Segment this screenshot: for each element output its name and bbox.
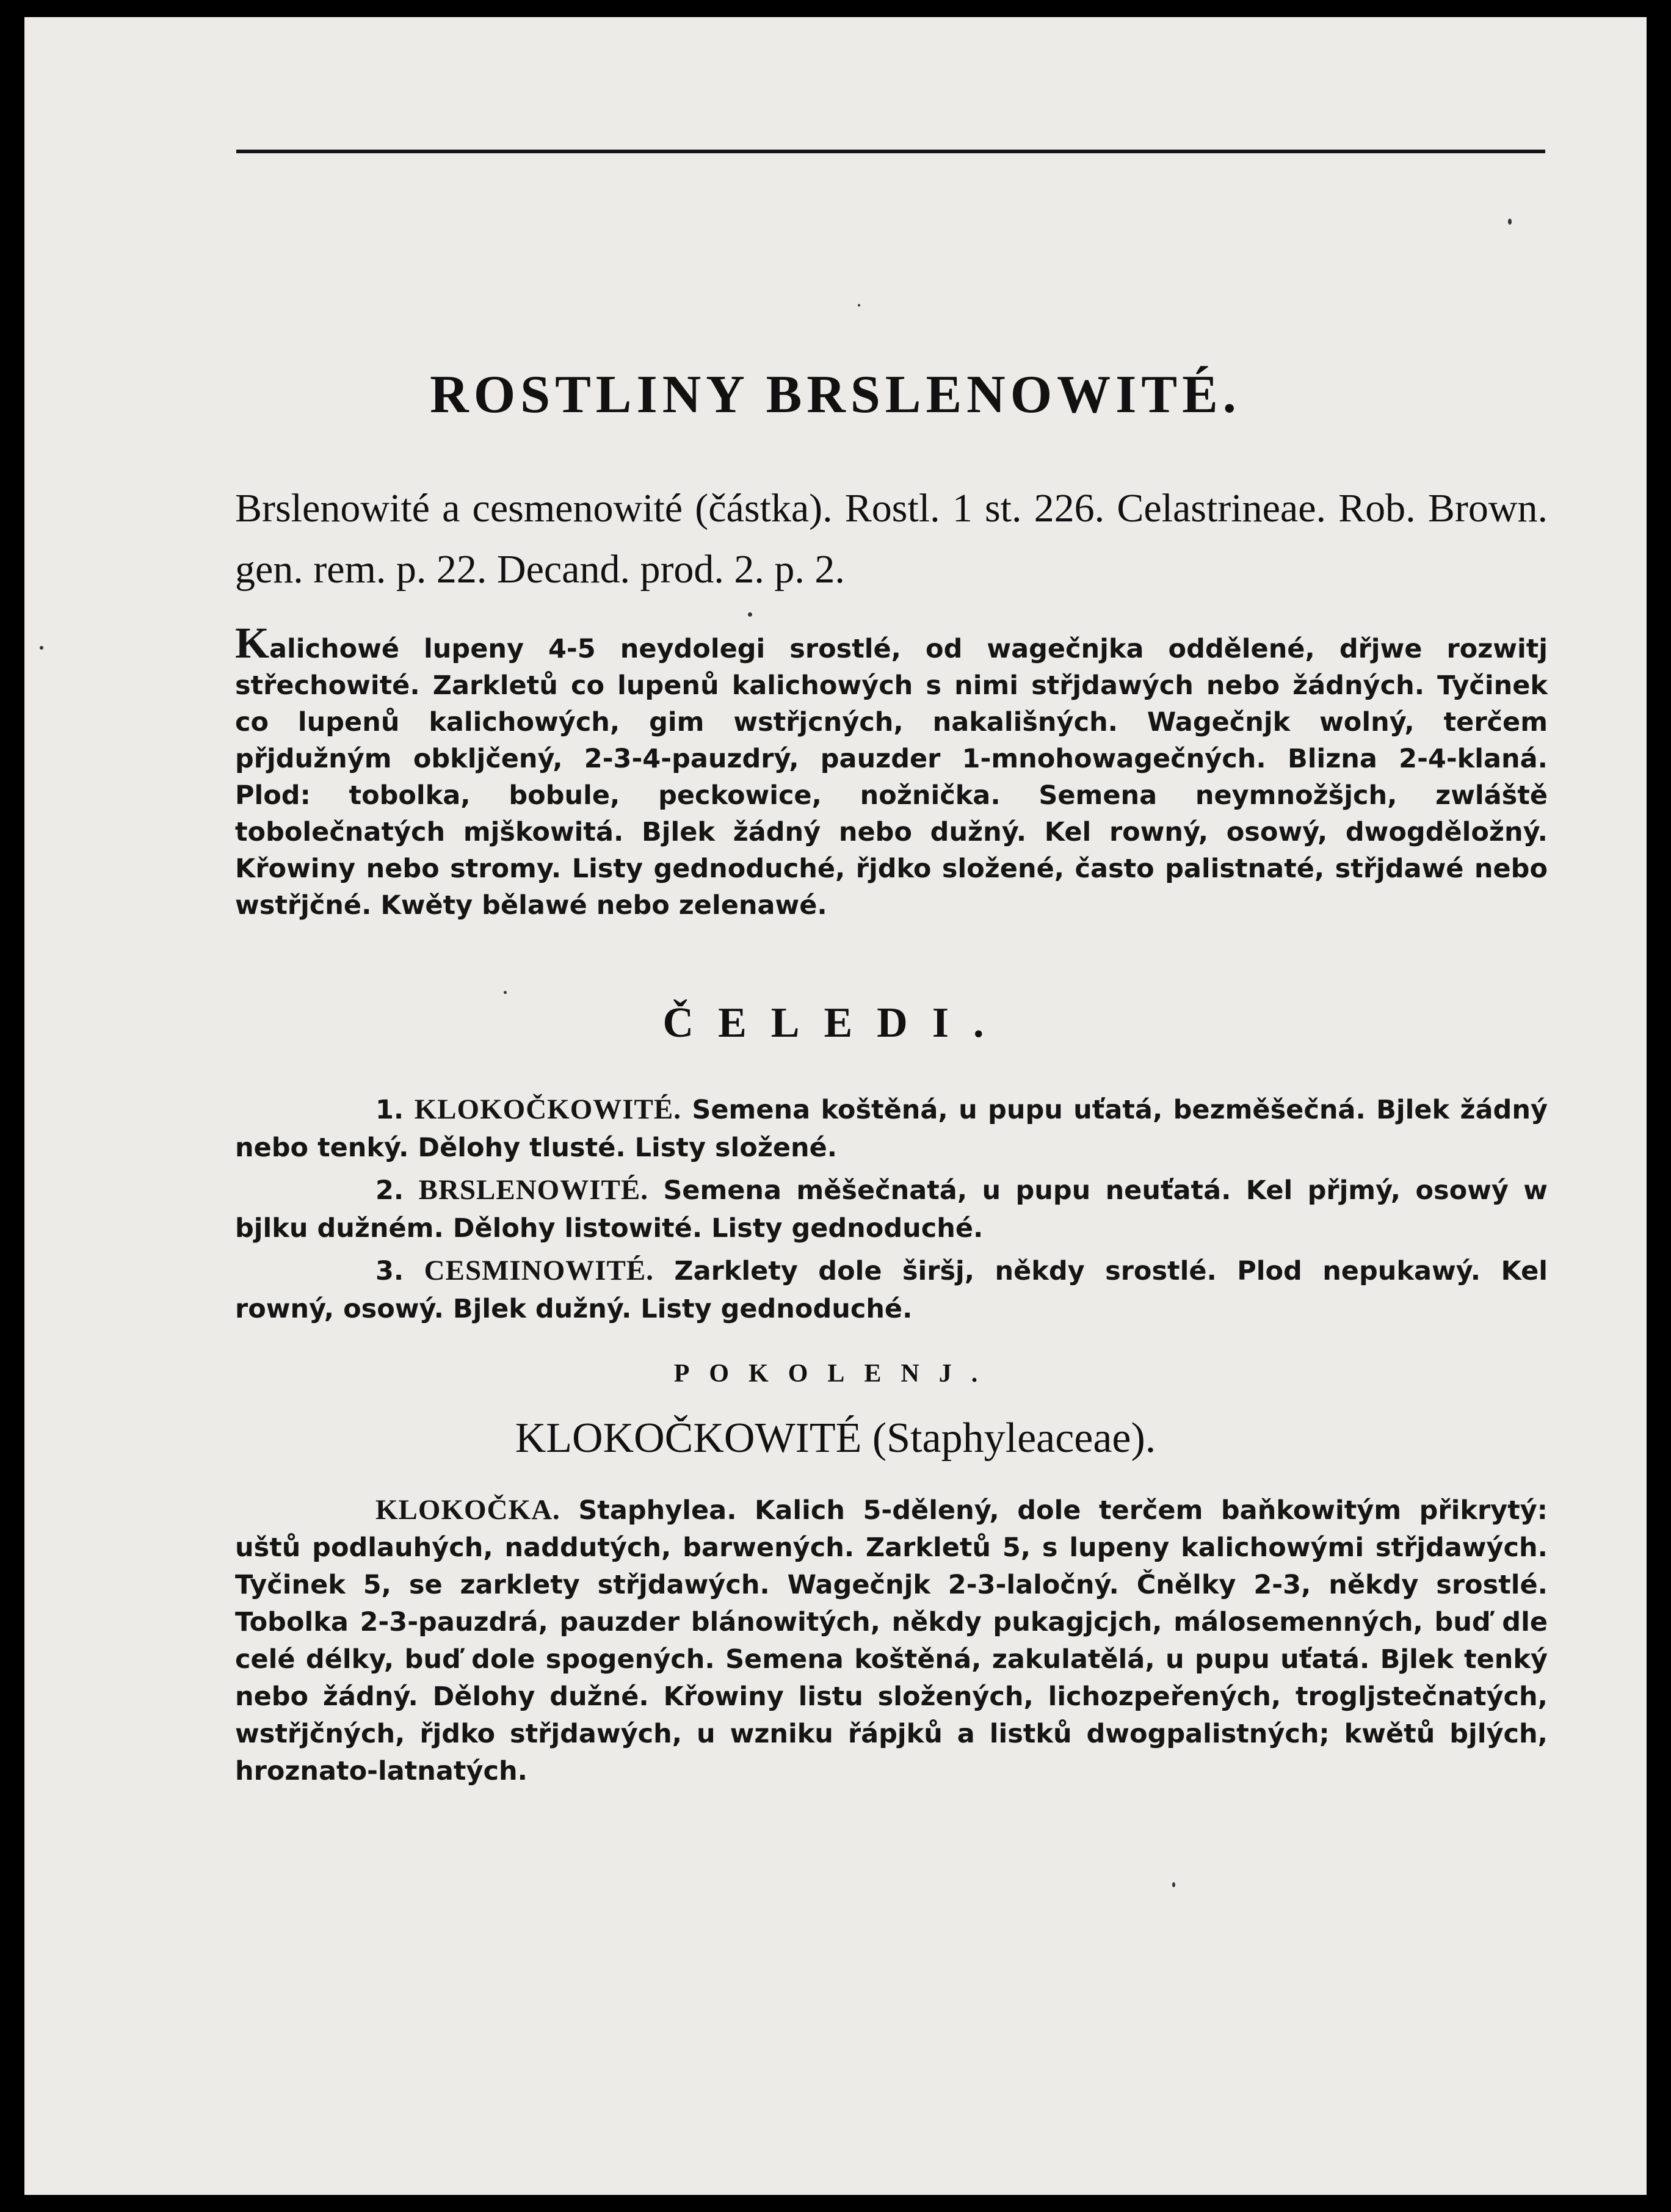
family-entry-text: Zarklety dole širšj, někdy srostlé. Plod nepukawý. Kel rowný, osowý. Bjlek dužný. Listy gednoduché. xyxy=(235,1256,1548,1324)
family-entry xyxy=(235,1090,1548,1167)
top-rule xyxy=(236,150,1545,153)
scan-speck xyxy=(1508,219,1512,225)
celedi-heading: ČELEDI. xyxy=(662,999,1009,1046)
family-entry-name: BRSLENOWITÉ. xyxy=(418,1174,648,1206)
family-entry xyxy=(235,1252,1548,1328)
family-entry-number: 1. xyxy=(375,1095,404,1125)
genus-name: KLOKOČKA. xyxy=(375,1494,560,1526)
drop-cap: K xyxy=(235,618,270,667)
genus-description xyxy=(235,1492,1548,1790)
family-entry-name: CESMINOWITÉ. xyxy=(424,1255,654,1286)
scan-speck xyxy=(748,612,752,617)
scan-speck xyxy=(40,646,43,650)
family-entry-name: KLOKOČKOWITÉ. xyxy=(414,1093,682,1125)
scan-speck xyxy=(1172,1882,1175,1887)
genus-group-heading: KLOKOČKOWITÉ (Staphyleaceae). xyxy=(515,1415,1156,1462)
family-entry-number: 2. xyxy=(375,1175,404,1206)
scan-speck xyxy=(504,991,507,994)
pokoleni-heading: POKOLENJ. xyxy=(673,1360,998,1388)
family-description-text: alichowé lupeny 4-5 neydolegi srostlé, od wagečnjka oddělené, dřjwe rozwitj střechowité. Zarkletů co lupenů kalichowých s nimi střjdawých nebo žádných. Tyčinek co lupenů kalichowých, gim wstřjcných, nakališných. Wagečnjk wolný, terčem přjdužným obkljčený, 2-3-4-pauzdrý, pauzder 1-mnohowagečných. Blizna 2-4-klaná. Plod: tobolka, bobule, peckowice, nožnička. Semena neymnožšjch, zwláště tobolečnatých mjškowitá. Bjlek žádný nebo dužný. Kel rowný, osowý, dwogděložný. Křowiny nebo stromy. Listy gednoduché, řjdko složené, často palistnaté, střjdawé nebo wstřjčné. Kwěty bělawé nebo zelenawé. xyxy=(235,634,1548,921)
family-entry-number: 3. xyxy=(375,1256,404,1286)
page-title: ROSTLINY BRSLENOWITÉ. xyxy=(430,365,1241,424)
page-subtitle: Brslenowité a cesmenowité (částka). Rostl. 1 st. 226. Celastrineae. Rob. Brown. gen. rem. p. 22. Decand. prod. 2. p. 2. xyxy=(235,486,1548,592)
family-entry-text: Semena koštěná, u pupu uťatá, bezměšečná. Bjlek žádný nebo tenký. Dělohy tlusté. Listy složené. xyxy=(235,1095,1548,1163)
scanned-page xyxy=(24,17,1647,2195)
scan-speck xyxy=(858,304,860,306)
family-entry-text: Semena měšečnatá, u pupu neuťatá. Kel přjmý, osowý w bjlku dužném. Dělohy listowité. Listy gednoduché. xyxy=(235,1175,1548,1244)
family-description xyxy=(235,618,1548,924)
family-entry xyxy=(235,1171,1548,1247)
genus-description-text: Staphylea. Kalich 5-dělený, dole terčem baňkowitým přikrytý: uštů podlauhých, naddutých, barwených. Zarkletů 5, s lupeny kalichowými střjdawých. Tyčinek 5, se zarklety střjdawých. Wagečnjk 2-3-laločný. Čnělky 2-3, někdy srostlé. Tobolka 2-3-pauzdrá, pauzder blánowitých, někdy pukagjcjch, málosemenných, buď dle celé délky, buď dole spogených. Semena koštěná, zakulatělá, u pupu uťatá. Bjlek tenký nebo žádný. Dělohy dužné. Křowiny listu složených, lichozpeřených, trogljstečnatých, wstřjčných, řjdko střjdawých, u wzniku řápjků a listků dwogpalistných; kwětů bjlých, hroznato-latnatých. xyxy=(235,1495,1548,1786)
